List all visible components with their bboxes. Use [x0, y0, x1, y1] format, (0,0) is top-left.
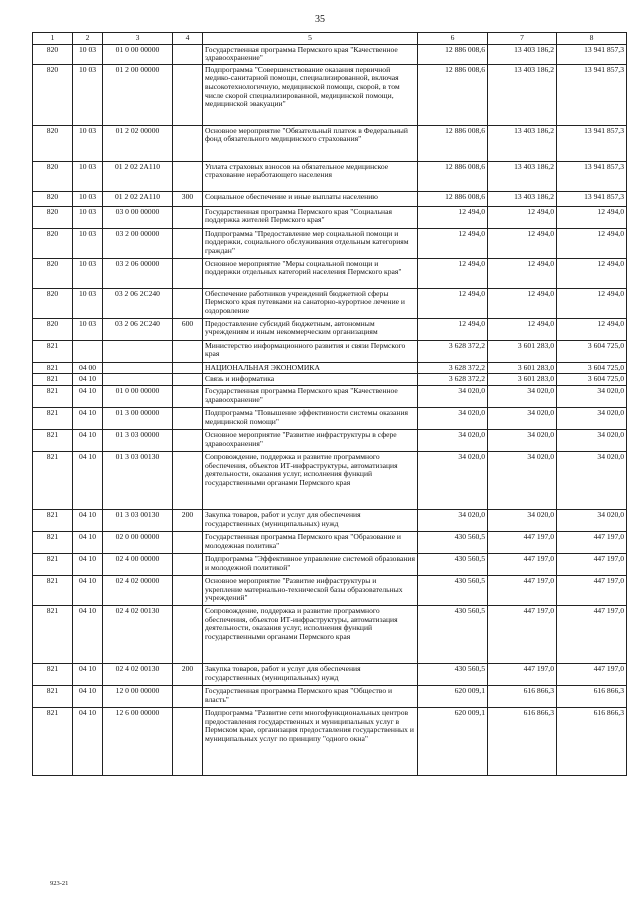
cell-expense-type: [173, 44, 203, 64]
cell-grbs: 820: [33, 191, 73, 206]
cell-section: 04 10: [73, 374, 103, 386]
cell-description: Уплата страховых взносов на обязательное медицинское страхование неработающего населения: [203, 161, 418, 191]
table-row: [33, 318, 627, 340]
cell-expense-type: [173, 228, 203, 258]
cell-amount-2023: 12 494,0: [557, 318, 627, 340]
table-row: [33, 362, 627, 374]
cell-section: 04 10: [73, 385, 103, 407]
budget-table: [32, 32, 627, 776]
table-row: [33, 44, 627, 64]
cell-section: 04 10: [73, 685, 103, 707]
cell-amount-2023: 34 020,0: [557, 509, 627, 531]
cell-amount-2023: 34 020,0: [557, 407, 627, 429]
cell-amount-2022: 616 866,3: [488, 685, 557, 707]
table-body: [33, 44, 627, 775]
table-row: [33, 191, 627, 206]
cell-section: 04 10: [73, 707, 103, 775]
cell-amount-2022: 3 601 283,0: [488, 374, 557, 386]
cell-grbs: 820: [33, 64, 73, 125]
cell-amount-2022: 12 494,0: [488, 318, 557, 340]
cell-target-article: 01 3 00 00000: [103, 407, 173, 429]
cell-grbs: 821: [33, 429, 73, 451]
cell-target-article: 12 6 00 00000: [103, 707, 173, 775]
cell-amount-2021: 430 560,5: [418, 575, 488, 605]
cell-grbs: 821: [33, 553, 73, 575]
column-header: 3: [103, 33, 173, 45]
cell-amount-2021: 12 886 008,6: [418, 125, 488, 161]
cell-target-article: 02 0 00 00000: [103, 531, 173, 553]
cell-expense-type: [173, 553, 203, 575]
cell-amount-2022: 12 494,0: [488, 228, 557, 258]
column-header: 5: [203, 33, 418, 45]
table-row: [33, 509, 627, 531]
cell-grbs: 820: [33, 258, 73, 288]
cell-amount-2022: 34 020,0: [488, 509, 557, 531]
cell-section: 04 10: [73, 429, 103, 451]
cell-target-article: 01 3 03 00130: [103, 509, 173, 531]
cell-amount-2023: 616 866,3: [557, 707, 627, 775]
cell-amount-2022: 13 403 186,2: [488, 191, 557, 206]
cell-expense-type: [173, 605, 203, 663]
table-row: [33, 385, 627, 407]
cell-amount-2023: 3 604 725,0: [557, 362, 627, 374]
cell-amount-2022: 447 197,0: [488, 553, 557, 575]
cell-grbs: 821: [33, 685, 73, 707]
cell-section: 04 10: [73, 605, 103, 663]
cell-grbs: 821: [33, 663, 73, 685]
cell-section: 04 10: [73, 451, 103, 509]
table-header-row: [33, 33, 627, 45]
cell-description: Обеспечение работников учреждений бюджетной сферы Пермского края путевками на санаторно-курортное лечение и оздоровление: [203, 288, 418, 318]
cell-amount-2021: 34 020,0: [418, 407, 488, 429]
cell-amount-2023: 3 604 725,0: [557, 374, 627, 386]
cell-expense-type: [173, 288, 203, 318]
cell-target-article: 01 3 03 00000: [103, 429, 173, 451]
cell-description: Закупка товаров, работ и услуг для обеспечения государственных (муниципальных) нужд: [203, 663, 418, 685]
table-row: [33, 258, 627, 288]
cell-grbs: 821: [33, 374, 73, 386]
cell-amount-2021: 430 560,5: [418, 531, 488, 553]
cell-description: Сопровождение, поддержка и развитие программного обеспечения, объектов ИТ-инфраструктуры, автоматизация деятельности, оказания услуг, исполнения функций государственными органами Пермского края: [203, 451, 418, 509]
table-row: [33, 429, 627, 451]
cell-amount-2021: 12 886 008,6: [418, 191, 488, 206]
cell-target-article: 12 0 00 00000: [103, 685, 173, 707]
cell-amount-2021: 12 494,0: [418, 318, 488, 340]
cell-description: Государственная программа Пермского края "Образование и молодежная политика": [203, 531, 418, 553]
cell-section: 10 03: [73, 191, 103, 206]
cell-description: Социальное обеспечение и иные выплаты населению: [203, 191, 418, 206]
table-row: [33, 206, 627, 228]
column-header: 6: [418, 33, 488, 45]
cell-amount-2022: 12 494,0: [488, 206, 557, 228]
cell-amount-2022: 447 197,0: [488, 531, 557, 553]
cell-expense-type: [173, 374, 203, 386]
table-row: [33, 553, 627, 575]
cell-amount-2022: 12 494,0: [488, 258, 557, 288]
cell-grbs: 821: [33, 385, 73, 407]
cell-amount-2021: 430 560,5: [418, 605, 488, 663]
table-row: [33, 451, 627, 509]
table-row: [33, 685, 627, 707]
cell-section: 10 03: [73, 125, 103, 161]
cell-section: [73, 340, 103, 362]
cell-amount-2021: 34 020,0: [418, 451, 488, 509]
table-row: [33, 531, 627, 553]
cell-section: 10 03: [73, 288, 103, 318]
cell-section: 04 00: [73, 362, 103, 374]
column-header: 4: [173, 33, 203, 45]
cell-amount-2023: 13 941 857,3: [557, 125, 627, 161]
cell-expense-type: [173, 385, 203, 407]
cell-target-article: 01 2 02 2А110: [103, 191, 173, 206]
cell-target-article: 01 2 02 00000: [103, 125, 173, 161]
cell-target-article: 02 4 02 00130: [103, 605, 173, 663]
cell-expense-type: 200: [173, 663, 203, 685]
cell-section: 04 10: [73, 575, 103, 605]
cell-amount-2021: 620 009,1: [418, 707, 488, 775]
cell-expense-type: [173, 407, 203, 429]
cell-target-article: 02 4 02 00000: [103, 575, 173, 605]
cell-description: Подпрограмма "Эффективное управление системой образования и молодежной политикой": [203, 553, 418, 575]
cell-description: Предоставление субсидий бюджетным, автономным учреждениям и иным некоммерческим организациям: [203, 318, 418, 340]
cell-expense-type: 600: [173, 318, 203, 340]
cell-description: Основное мероприятие "Развитие инфраструктуры в сфере здравоохранения": [203, 429, 418, 451]
cell-grbs: 821: [33, 707, 73, 775]
cell-amount-2021: 12 494,0: [418, 258, 488, 288]
cell-amount-2023: 447 197,0: [557, 605, 627, 663]
cell-target-article: [103, 340, 173, 362]
cell-grbs: 820: [33, 206, 73, 228]
cell-section: 10 03: [73, 161, 103, 191]
cell-amount-2022: 34 020,0: [488, 385, 557, 407]
cell-amount-2023: 447 197,0: [557, 553, 627, 575]
cell-amount-2023: 12 494,0: [557, 258, 627, 288]
cell-amount-2021: 12 886 008,6: [418, 44, 488, 64]
cell-expense-type: [173, 531, 203, 553]
cell-amount-2023: 34 020,0: [557, 385, 627, 407]
cell-amount-2022: 616 866,3: [488, 707, 557, 775]
cell-section: 10 03: [73, 44, 103, 64]
cell-grbs: 820: [33, 44, 73, 64]
cell-amount-2021: 12 494,0: [418, 206, 488, 228]
cell-amount-2023: 616 866,3: [557, 685, 627, 707]
table-row: [33, 161, 627, 191]
cell-amount-2022: 447 197,0: [488, 605, 557, 663]
cell-amount-2022: 12 494,0: [488, 288, 557, 318]
cell-grbs: 820: [33, 228, 73, 258]
cell-expense-type: [173, 575, 203, 605]
cell-target-article: 03 0 00 00000: [103, 206, 173, 228]
cell-amount-2021: 12 494,0: [418, 288, 488, 318]
cell-section: 10 03: [73, 206, 103, 228]
cell-amount-2022: 13 403 186,2: [488, 64, 557, 125]
cell-grbs: 821: [33, 531, 73, 553]
cell-description: Государственная программа Пермского края "Социальная поддержка жителей Пермского края": [203, 206, 418, 228]
cell-grbs: 820: [33, 161, 73, 191]
table-row: [33, 605, 627, 663]
cell-section: 04 10: [73, 407, 103, 429]
cell-grbs: 821: [33, 509, 73, 531]
cell-description: Основное мероприятие "Меры социальной помощи и поддержки отдельных категорий населения Пермского края": [203, 258, 418, 288]
footer-code: 923-21: [50, 880, 69, 887]
cell-target-article: [103, 362, 173, 374]
table-row: [33, 407, 627, 429]
cell-grbs: 821: [33, 575, 73, 605]
cell-target-article: 01 0 00 00000: [103, 385, 173, 407]
cell-description: НАЦИОНАЛЬНАЯ ЭКОНОМИКА: [203, 362, 418, 374]
cell-expense-type: 300: [173, 191, 203, 206]
column-header: 1: [33, 33, 73, 45]
cell-amount-2023: 34 020,0: [557, 451, 627, 509]
cell-grbs: 821: [33, 407, 73, 429]
cell-grbs: 821: [33, 605, 73, 663]
cell-amount-2022: 13 403 186,2: [488, 161, 557, 191]
cell-amount-2022: 3 601 283,0: [488, 362, 557, 374]
cell-target-article: 01 3 03 00130: [103, 451, 173, 509]
table-row: [33, 228, 627, 258]
cell-section: 10 03: [73, 318, 103, 340]
cell-expense-type: [173, 707, 203, 775]
cell-target-article: 03 2 06 2С240: [103, 288, 173, 318]
cell-description: Подпрограмма "Повышение эффективности системы оказания медицинской помощи": [203, 407, 418, 429]
cell-amount-2021: 34 020,0: [418, 385, 488, 407]
cell-amount-2021: 430 560,5: [418, 553, 488, 575]
cell-amount-2021: 3 628 372,2: [418, 362, 488, 374]
cell-description: Государственная программа Пермского края "Качественное здравоохранение": [203, 44, 418, 64]
cell-amount-2022: 447 197,0: [488, 575, 557, 605]
cell-target-article: 01 2 00 00000: [103, 64, 173, 125]
cell-target-article: 01 0 00 00000: [103, 44, 173, 64]
cell-description: Государственная программа Пермского края "Качественное здравоохранение": [203, 385, 418, 407]
column-header: 7: [488, 33, 557, 45]
cell-amount-2021: 12 886 008,6: [418, 161, 488, 191]
table-row: [33, 64, 627, 125]
cell-target-article: 02 4 02 00130: [103, 663, 173, 685]
cell-description: Сопровождение, поддержка и развитие программного обеспечения, объектов ИТ-инфраструктуры, автоматизация деятельности, оказания услуг, исполнения функций государственными органами Пермского края: [203, 605, 418, 663]
cell-amount-2021: 430 560,5: [418, 663, 488, 685]
cell-description: Подпрограмма "Предоставление мер социальной помощи и поддержки, социального обслуживания отдельным категориям граждан": [203, 228, 418, 258]
cell-amount-2022: 13 403 186,2: [488, 44, 557, 64]
cell-target-article: 03 2 06 00000: [103, 258, 173, 288]
cell-amount-2022: 3 601 283,0: [488, 340, 557, 362]
cell-grbs: 821: [33, 451, 73, 509]
cell-expense-type: [173, 362, 203, 374]
table-row: [33, 340, 627, 362]
cell-amount-2021: 3 628 372,2: [418, 340, 488, 362]
cell-expense-type: 200: [173, 509, 203, 531]
cell-expense-type: [173, 206, 203, 228]
cell-expense-type: [173, 429, 203, 451]
cell-amount-2023: 12 494,0: [557, 206, 627, 228]
cell-amount-2021: 12 494,0: [418, 228, 488, 258]
table-row: [33, 575, 627, 605]
cell-grbs: 821: [33, 340, 73, 362]
cell-amount-2023: 12 494,0: [557, 288, 627, 318]
cell-amount-2022: 34 020,0: [488, 407, 557, 429]
cell-amount-2023: 13 941 857,3: [557, 191, 627, 206]
cell-target-article: 01 2 02 2А110: [103, 161, 173, 191]
cell-description: Подпрограмма "Совершенствование оказания первичной медико-санитарной помощи, специализированной, включая высокотехнологичную, медицинской помощи, скорой, в том числе скорой специализированной, медицинской помощи, медицинской эвакуации": [203, 64, 418, 125]
cell-description: Основное мероприятие "Обязательный платеж в Федеральный фонд обязательного медицинского страхования": [203, 125, 418, 161]
cell-section: 10 03: [73, 258, 103, 288]
column-header: 8: [557, 33, 627, 45]
table-row: [33, 707, 627, 775]
cell-grbs: 820: [33, 288, 73, 318]
cell-target-article: 03 2 00 00000: [103, 228, 173, 258]
cell-description: Связь и информатика: [203, 374, 418, 386]
cell-amount-2023: 3 604 725,0: [557, 340, 627, 362]
cell-description: Закупка товаров, работ и услуг для обеспечения государственных (муниципальных) нужд: [203, 509, 418, 531]
cell-amount-2022: 34 020,0: [488, 451, 557, 509]
cell-section: 04 10: [73, 531, 103, 553]
cell-amount-2023: 34 020,0: [557, 429, 627, 451]
cell-grbs: 821: [33, 362, 73, 374]
cell-amount-2021: 34 020,0: [418, 429, 488, 451]
table-row: [33, 374, 627, 386]
column-header: 2: [73, 33, 103, 45]
table-row: [33, 663, 627, 685]
cell-grbs: 820: [33, 125, 73, 161]
cell-description: Государственная программа Пермского края "Общество и власть": [203, 685, 418, 707]
cell-amount-2023: 12 494,0: [557, 228, 627, 258]
cell-amount-2023: 447 197,0: [557, 575, 627, 605]
cell-amount-2021: 620 009,1: [418, 685, 488, 707]
cell-section: 10 03: [73, 228, 103, 258]
cell-amount-2022: 34 020,0: [488, 429, 557, 451]
cell-target-article: 03 2 06 2С240: [103, 318, 173, 340]
cell-section: 04 10: [73, 553, 103, 575]
cell-expense-type: [173, 685, 203, 707]
cell-amount-2021: 3 628 372,2: [418, 374, 488, 386]
cell-amount-2023: 13 941 857,3: [557, 161, 627, 191]
cell-amount-2021: 34 020,0: [418, 509, 488, 531]
cell-amount-2023: 447 197,0: [557, 531, 627, 553]
cell-amount-2022: 447 197,0: [488, 663, 557, 685]
cell-amount-2023: 447 197,0: [557, 663, 627, 685]
cell-amount-2023: 13 941 857,3: [557, 44, 627, 64]
cell-target-article: [103, 374, 173, 386]
cell-expense-type: [173, 64, 203, 125]
page-number: 35: [315, 14, 325, 25]
cell-section: 04 10: [73, 509, 103, 531]
cell-target-article: 02 4 00 00000: [103, 553, 173, 575]
cell-expense-type: [173, 451, 203, 509]
cell-expense-type: [173, 161, 203, 191]
cell-amount-2023: 13 941 857,3: [557, 64, 627, 125]
cell-expense-type: [173, 340, 203, 362]
cell-description: Подпрограмма "Развитие сети многофункциональных центров предоставления государственных и муниципальных услуг в Пермском крае, организация предоставления государственных и муниципальных услуг по принципу "одного окна": [203, 707, 418, 775]
cell-section: 04 10: [73, 663, 103, 685]
cell-description: Основное мероприятие "Развитие инфраструктуры и укрепление материально-технической базы образовательных учреждений": [203, 575, 418, 605]
cell-amount-2022: 13 403 186,2: [488, 125, 557, 161]
cell-expense-type: [173, 125, 203, 161]
cell-section: 10 03: [73, 64, 103, 125]
cell-amount-2021: 12 886 008,6: [418, 64, 488, 125]
cell-grbs: 820: [33, 318, 73, 340]
cell-expense-type: [173, 258, 203, 288]
cell-description: Министерство информационного развития и связи Пермского края: [203, 340, 418, 362]
table-row: [33, 288, 627, 318]
table-row: [33, 125, 627, 161]
